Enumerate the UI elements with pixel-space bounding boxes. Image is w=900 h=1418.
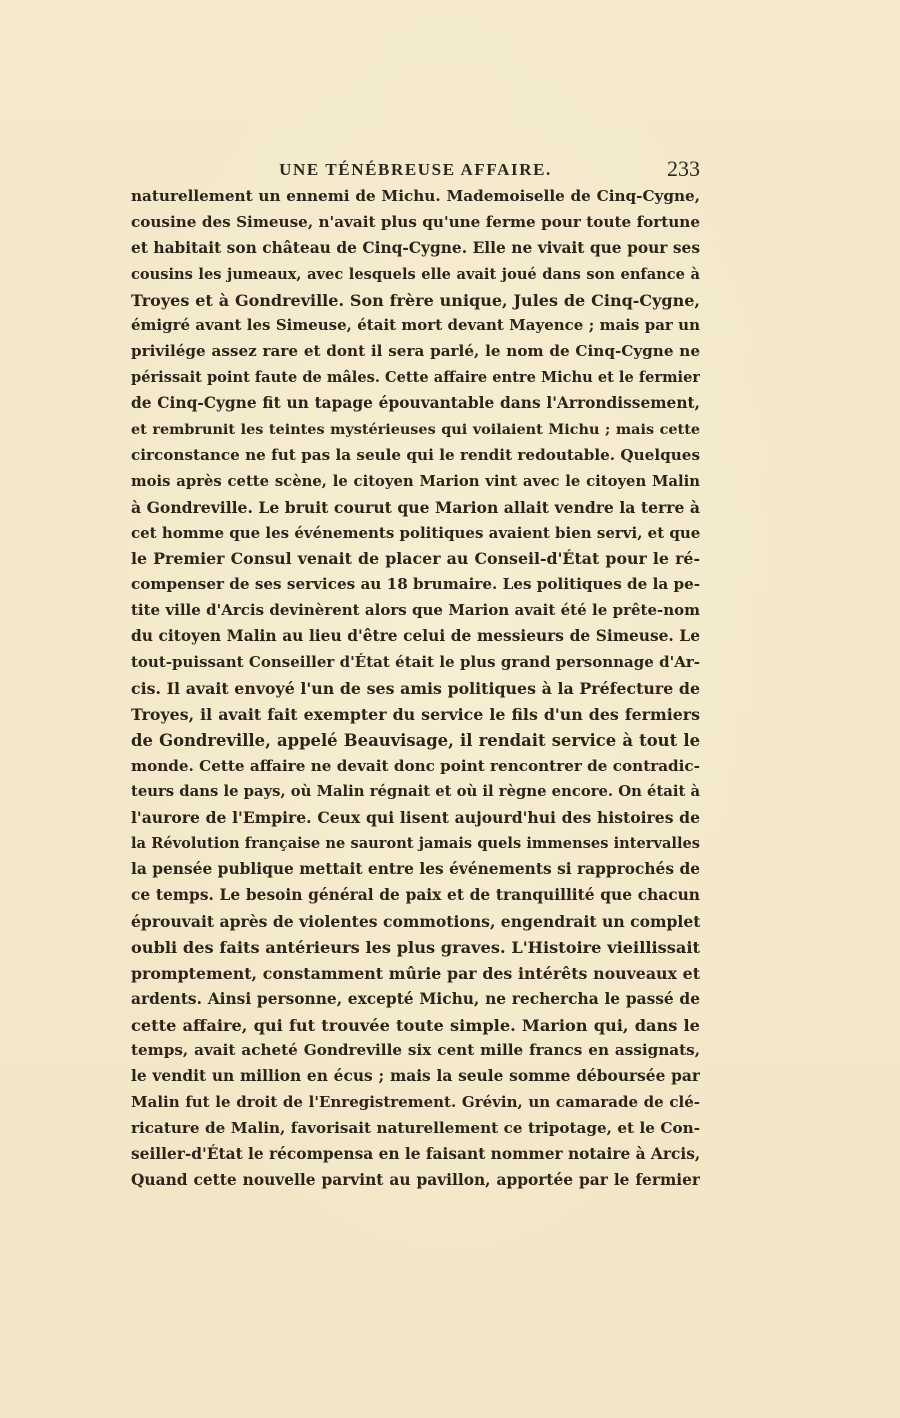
text-line: le Premier Consul venait de placer au Conseil-d'État pour le ré- (131, 549, 700, 569)
text-line: ce temps. Le besoin général de paix et de tranquillité que chacun (131, 886, 700, 905)
text-line: et rembrunit les teintes mystérieuses qui voilaient Michu ; mais cette (131, 421, 700, 439)
text-line: la Révolution française ne sauront jamais quels immenses intervalles (131, 835, 700, 853)
text-line: Quand cette nouvelle parvint au pavillon, apportée par le fermier (131, 1170, 700, 1189)
text-line: seiller-d'État le récompensa en le faisant nommer notaire à Arcis, (131, 1144, 700, 1163)
text-line: cousine des Simeuse, n'avait plus qu'une ferme pour toute fortune (131, 212, 700, 231)
running-title: UNE TÉNÉBREUSE AFFAIRE. (279, 160, 552, 179)
text-line: monde. Cette affaire ne devait donc point rencontrer de contradic- (131, 756, 700, 775)
text-line: de Cinq-Cygne fit un tapage épouvantable dans l'Arrondissement, (131, 394, 700, 413)
text-line: à Gondreville. Le bruit courut que Marion allait vendre la terre à (131, 497, 700, 517)
running-head (131, 158, 700, 182)
text-line: temps, avait acheté Gondreville six cent mille francs en assignats, (131, 1041, 700, 1060)
text-line: ricature de Malin, favorisait naturellement ce tripotage, et le Con- (131, 1119, 700, 1138)
text-line: cet homme que les événements politiques avaient bien servi, et que (131, 523, 700, 542)
text-line: la pensée publique mettait entre les événements si rapprochés de (131, 860, 700, 879)
text-line: Troyes, il avait fait exempter du service le fils d'un des fermiers (131, 704, 700, 724)
text-line: cette affaire, qui fut trouvée toute simple. Marion qui, dans le (131, 1015, 700, 1035)
text-line: émigré avant les Simeuse, était mort devant Mayence ; mais par un (131, 316, 700, 335)
text-line: Troyes et à Gondreville. Son frère unique, Jules de Cinq-Cygne, (131, 290, 700, 310)
text-line: cousins les jumeaux, avec lesquels elle avait joué dans son enfance à (131, 265, 700, 283)
text-line: promptement, constamment mûrie par des intérêts nouveaux et (131, 963, 700, 983)
text-line: circonstance ne fut pas la seule qui le rendit redoutable. Quelques (131, 445, 700, 464)
text-line: mois après cette scène, le citoyen Marion vint avec le citoyen Malin (131, 472, 700, 490)
text-line: ardents. Ainsi personne, excepté Michu, ne rechercha le passé de (131, 989, 700, 1008)
text-line: et habitait son château de Cinq-Cygne. Elle ne vivait que pour ses (131, 238, 700, 257)
text-line: privilége assez rare et dont il sera parlé, le nom de Cinq-Cygne ne (131, 342, 700, 361)
text-line: de Gondreville, appelé Beauvisage, il rendait service à tout le (131, 730, 700, 750)
body-text (131, 184, 700, 1194)
text-line: périssait point faute de mâles. Cette affaire entre Michu et le fermier (131, 369, 700, 387)
text-line: tite ville d'Arcis devinèrent alors que Marion avait été le prête-nom (131, 601, 700, 620)
text-line: tout-puissant Conseiller d'État était le plus grand personnage d'Ar- (131, 653, 700, 672)
page-number: 233 (667, 156, 700, 181)
text-line: l'aurore de l'Empire. Ceux qui lisent aujourd'hui des histoires de (131, 808, 700, 828)
text-line: cis. Il avait envoyé l'un de ses amis politiques à la Préfecture de (131, 678, 700, 698)
text-line: naturellement un ennemi de Michu. Mademoiselle de Cinq-Cygne, (131, 187, 700, 205)
text-line: éprouvait après de violentes commotions, engendrait un complet (131, 911, 700, 931)
text-line: du citoyen Malin au lieu d'être celui de messieurs de Simeuse. Le (131, 627, 700, 646)
text-line: oubli des faits antérieurs les plus graves. L'Histoire vieillissait (131, 937, 700, 957)
text-line: compenser de ses services au 18 brumaire. Les politiques de la pe- (131, 575, 700, 594)
text-line: le vendit un million en écus ; mais la seule somme déboursée par (131, 1067, 700, 1086)
text-line: Malin fut le droit de l'Enregistrement. Grévin, un camarade de clé- (131, 1093, 700, 1112)
text-line: teurs dans le pays, où Malin régnait et où il règne encore. On était à (131, 783, 700, 801)
